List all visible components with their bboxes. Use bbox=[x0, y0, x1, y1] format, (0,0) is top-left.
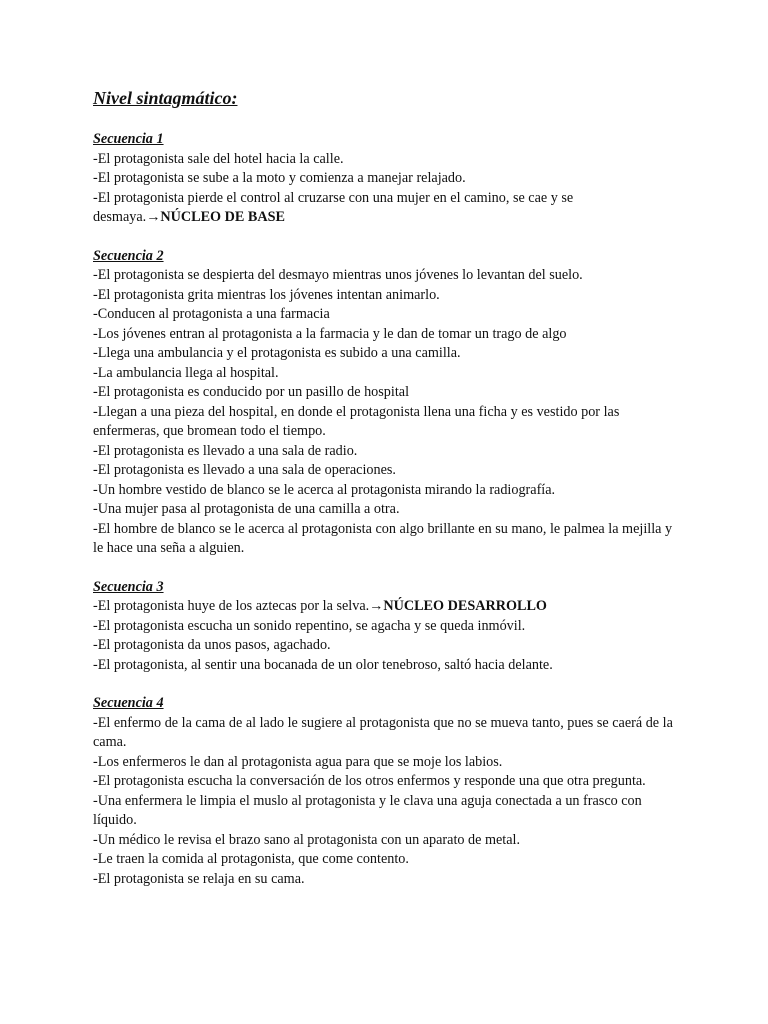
list-item bbox=[93, 850, 683, 870]
list-item bbox=[93, 461, 683, 481]
nucleo-label: →NÚCLEO DE BASE bbox=[146, 209, 285, 225]
list-item bbox=[93, 364, 683, 384]
item-text: -El protagonista es conducido por un pasillo de hospital bbox=[93, 384, 410, 400]
item-text: -El protagonista, al sentir una bocanada de un olor tenebroso, saltó hacia delante. bbox=[93, 656, 553, 673]
item-text: -El hombre de blanco se le acerca al protagonista con algo brillante en su mano, le palmea la mejilla y le hace una seña a alguien. bbox=[93, 520, 673, 556]
nucleo-label: →NÚCLEO DESARROLLO bbox=[369, 598, 547, 614]
section-heading: Secuencia 3 bbox=[93, 578, 164, 595]
item-text: -Le traen la comida al protagonista, que come contento. bbox=[93, 851, 409, 867]
sections-container bbox=[93, 130, 683, 889]
item-text: -La ambulancia llega al hospital. bbox=[93, 364, 279, 381]
list-item bbox=[93, 772, 683, 792]
list-item bbox=[93, 714, 683, 753]
item-text: -Conducen al protagonista a una farmacia bbox=[93, 306, 330, 322]
item-text: -El protagonista pierde el control al cruzarse con una mujer en el camino, se cae y se desmaya. bbox=[93, 189, 574, 225]
item-text: -El protagonista da unos pasos, agachado. bbox=[93, 637, 331, 653]
section-heading: Secuencia 1 bbox=[93, 131, 164, 147]
section-heading: Secuencia 4 bbox=[93, 695, 164, 711]
section-heading: Secuencia 2 bbox=[93, 247, 164, 264]
section-2 bbox=[93, 247, 683, 559]
item-text: -El protagonista es llevado a una sala de radio. bbox=[93, 442, 358, 459]
list-item bbox=[93, 481, 683, 501]
item-text: -Los jóvenes entran al protagonista a la farmacia y le dan de tomar un trago de algo bbox=[93, 325, 567, 342]
item-text: -El protagonista escucha la conversación de los otros enfermos y responde una que otra pregunta. bbox=[93, 773, 646, 789]
item-text: -Un médico le revisa el brazo sano al protagonista con un aparato de metal. bbox=[93, 831, 521, 848]
list-item bbox=[93, 403, 683, 442]
list-item bbox=[93, 753, 683, 773]
section-4 bbox=[93, 694, 683, 889]
item-text: -El protagonista es llevado a una sala de operaciones. bbox=[93, 462, 396, 478]
item-text: -El protagonista grita mientras los jóvenes intentan animarlo. bbox=[93, 286, 440, 303]
item-text: -Una enfermera le limpia el muslo al protagonista y le clava una aguja conectada a un frasco con líquido. bbox=[93, 792, 642, 828]
list-item bbox=[93, 500, 683, 520]
list-item bbox=[93, 831, 683, 851]
list-item bbox=[93, 656, 683, 676]
list-item bbox=[93, 870, 683, 890]
item-text: -Un hombre vestido de blanco se le acerca al protagonista mirando la radiografía. bbox=[93, 481, 556, 498]
list-item bbox=[93, 442, 683, 462]
item-text: -El protagonista se despierta del desmayo mientras unos jóvenes lo levantan del suelo. bbox=[93, 267, 583, 283]
list-item bbox=[93, 617, 683, 637]
list-item bbox=[93, 189, 683, 228]
document-title: Nivel sintagmático: bbox=[93, 88, 238, 108]
section-3 bbox=[93, 578, 683, 676]
list-item bbox=[93, 286, 683, 306]
list-item bbox=[93, 636, 683, 656]
section-1 bbox=[93, 130, 683, 228]
item-text: -El enfermo de la cama de al lado le sugiere al protagonista que no se mueva tanto, pues se caerá de la cama. bbox=[93, 714, 673, 750]
item-text: -El protagonista se sube a la moto y comienza a manejar relajado. bbox=[93, 170, 466, 186]
list-item bbox=[93, 266, 683, 286]
item-text: -El protagonista se relaja en su cama. bbox=[93, 870, 305, 887]
item-text: -Los enfermeros le dan al protagonista agua para que se moje los labios. bbox=[93, 753, 503, 770]
item-text: -El protagonista sale del hotel hacia la calle. bbox=[93, 150, 344, 167]
list-item bbox=[93, 325, 683, 345]
list-item bbox=[93, 344, 683, 364]
item-text: -Una mujer pasa al protagonista de una camilla a otra. bbox=[93, 501, 400, 517]
item-text: -El protagonista huye de los aztecas por la selva. bbox=[93, 598, 370, 614]
item-text: -El protagonista escucha un sonido repentino, se agacha y se queda inmóvil. bbox=[93, 617, 526, 634]
list-item bbox=[93, 597, 683, 617]
item-text: -Llega una ambulancia y el protagonista es subido a una camilla. bbox=[93, 345, 461, 361]
list-item bbox=[93, 520, 683, 559]
document-content bbox=[93, 86, 683, 908]
list-item bbox=[93, 383, 683, 403]
list-item bbox=[93, 150, 683, 170]
list-item bbox=[93, 169, 683, 189]
list-item bbox=[93, 305, 683, 325]
item-text: -Llegan a una pieza del hospital, en donde el protagonista llena una ficha y es vestido por las enfermeras, que bromean todo el tiempo. bbox=[93, 403, 620, 439]
list-item bbox=[93, 792, 683, 831]
